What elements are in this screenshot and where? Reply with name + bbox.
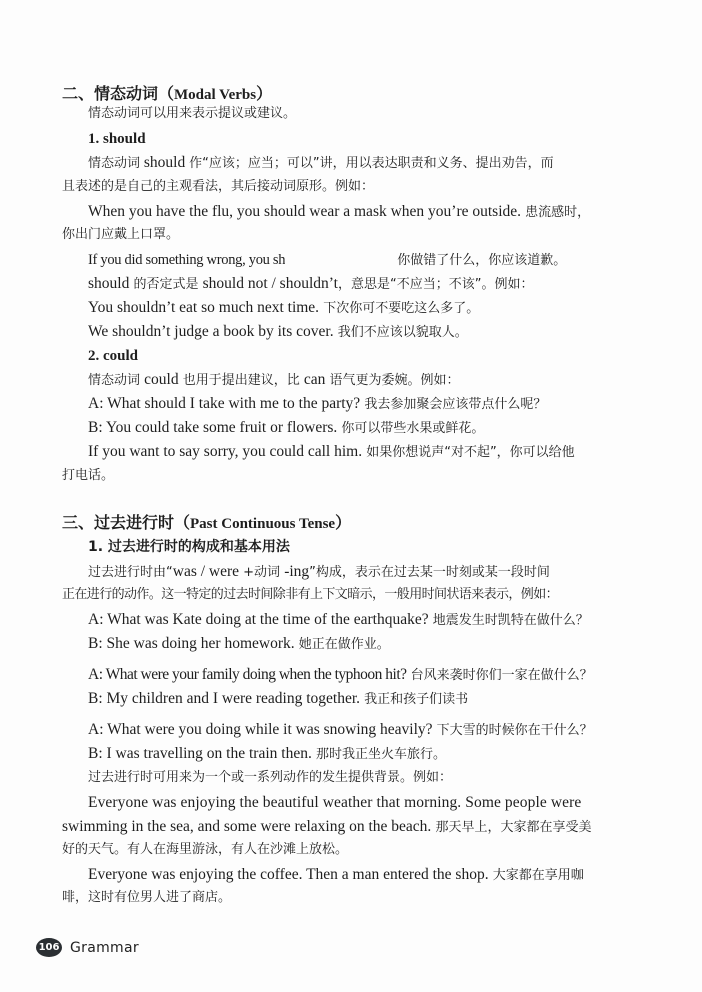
example-en: If you want to say sorry, you could call him. xyxy=(88,443,363,460)
text: +动词 xyxy=(239,565,285,580)
text: could xyxy=(144,371,179,388)
section-heading-past-continuous xyxy=(62,513,351,534)
should-example-4 xyxy=(88,322,468,343)
dialog-2-a xyxy=(88,665,593,686)
subheading-should: 1. should xyxy=(88,131,146,147)
example-en: A: What should I take with me to the party? xyxy=(88,395,361,412)
example-cn: 那天早上，大家都在享受美 xyxy=(431,820,592,835)
text: should xyxy=(140,154,190,171)
example-en: A: What were your family doing when the typhoon hit? xyxy=(88,666,407,683)
example-cn: 我去参加聚会应该带点什么呢？ xyxy=(360,397,547,412)
dialog-2-b xyxy=(88,689,468,710)
should-desc-line2: 且表述的是自己的主观看法，其后接动词原形。例如： xyxy=(62,179,375,194)
text: should xyxy=(88,275,130,292)
example-en: If you did something wrong, you sh xyxy=(88,252,286,268)
dialog-1-a xyxy=(88,610,589,631)
subheading-could: 2. could xyxy=(88,348,139,364)
background-desc: 过去进行时可用来为一个或一系列动作的发生提供背景。例如： xyxy=(88,770,453,785)
should-example-1 xyxy=(88,202,590,223)
example-en: A: What were you doing while it was snowing heavily? xyxy=(88,721,433,738)
text: 的否定式是 xyxy=(129,277,203,292)
footer-section-label: Grammar xyxy=(70,939,139,956)
dialog-3-a xyxy=(88,720,593,741)
example-cn: 她正在做作业。 xyxy=(294,637,390,652)
example-en: We shouldn’t judge a book by its cover. xyxy=(88,323,334,340)
example-cn: 那时我正坐火车旅行。 xyxy=(311,747,446,762)
example-cn: 你可以带些水果或鲜花。 xyxy=(337,421,485,436)
example-cn: 地震发生时凯特在做什么？ xyxy=(428,613,589,628)
could-dialog-a xyxy=(88,394,546,415)
subheading-formation: 1. 过去进行时的构成和基本用法 xyxy=(88,539,290,555)
paragraph-1-line3: 好的天气。有人在海里游泳，有人在沙滩上放松。 xyxy=(62,842,349,857)
paragraph-1-line1: Everyone was enjoying the beautiful weather that morning. Some people were xyxy=(88,794,582,811)
example-en: A: What was Kate doing at the time of the earthquake? xyxy=(88,611,429,628)
heading-en: Past Continuous Tense xyxy=(190,516,336,532)
example-cn: 台风来袭时你们一家在做什么？ xyxy=(406,668,593,683)
example-cn: 我正和孩子们读书 xyxy=(360,692,469,707)
paragraph-2-line1 xyxy=(88,865,584,886)
text: ，意思是“不应当；不该”。例如： xyxy=(337,277,534,292)
text: should not / shouldn’t xyxy=(202,275,338,292)
example-en: swimming in the sea, and some were relaxing on the beach. xyxy=(62,818,432,835)
example-en: When you have the flu, you should wear a mask when you’re outside. xyxy=(88,203,522,220)
could-dialog-b xyxy=(88,418,484,439)
text: 情态动词 xyxy=(88,373,145,388)
example-cn: 你做错了什么，你应该道歉。 xyxy=(397,253,567,268)
paragraph-1-line2 xyxy=(62,817,591,838)
could-desc xyxy=(88,370,460,391)
page-footer xyxy=(36,938,139,957)
heading-close: ） xyxy=(256,84,273,103)
text: 作“应该；应当；可以”讲，用以表达职责和义务、提出劝告，而 xyxy=(189,156,554,171)
dialog-1-b xyxy=(88,634,390,655)
could-example-sorry-cont: 打电话。 xyxy=(62,468,115,483)
example-en: B: My children and I were reading together. xyxy=(88,690,361,707)
redacted-region xyxy=(285,251,397,269)
formation-desc-line2: 正在进行的动作。这一特定的过去时间除非有上下文暗示，一般用时间状语来表示，例如： xyxy=(62,587,559,602)
text: was / were xyxy=(172,563,240,580)
should-example-2 xyxy=(88,250,566,271)
example-cn: 下次你可不要吃这么多了。 xyxy=(319,301,480,316)
example-en: B: I was travelling on the train then. xyxy=(88,745,312,762)
should-example-1-cont: 你出门应戴上口罩。 xyxy=(62,227,180,242)
text: ”构成，表示在过去某一时刻或某一段时间 xyxy=(309,565,550,580)
could-example-sorry xyxy=(88,442,575,463)
text: 过去进行时由“ xyxy=(88,565,173,580)
should-desc-line1 xyxy=(88,153,554,174)
example-cn: 如果你想说声“对不起”，你可以给他 xyxy=(362,445,575,460)
text: can xyxy=(303,371,326,388)
heading-cn: 二、情态动词（ xyxy=(62,84,175,103)
paragraph-2-line2: 啡，这时有位男人进了商店。 xyxy=(62,890,232,905)
example-cn: 我们不应该以貌取人。 xyxy=(333,325,468,340)
section-heading-modal-verbs xyxy=(62,84,272,105)
text: 语气更为委婉。例如： xyxy=(325,373,460,388)
should-example-3 xyxy=(88,298,479,319)
example-cn: 患流感时， xyxy=(521,205,591,220)
example-en: You shouldn’t eat so much next time. xyxy=(88,299,320,316)
example-en: Everyone was enjoying the coffee. Then a man entered the shop. xyxy=(88,866,489,883)
heading-close: ） xyxy=(335,513,352,532)
page-number-badge: 106 xyxy=(36,938,62,957)
modal-intro: 情态动词可以用来表示提议或建议。 xyxy=(88,106,297,121)
text: -ing xyxy=(284,563,310,580)
formation-desc-line1 xyxy=(88,562,550,583)
text: 也用于提出建议，比 xyxy=(178,373,304,388)
text: 情态动词 xyxy=(88,156,141,171)
dialog-3-b xyxy=(88,744,446,765)
example-cn: 下大雪的时候你在干什么？ xyxy=(432,723,593,738)
heading-en: Modal Verbs xyxy=(174,87,257,103)
example-en: B: You could take some fruit or flowers. xyxy=(88,419,338,436)
should-negative-form xyxy=(88,274,533,295)
example-cn: 大家都在享用咖 xyxy=(488,868,584,883)
heading-cn: 三、过去进行时（ xyxy=(62,513,191,532)
example-en: B: She was doing her homework. xyxy=(88,635,295,652)
